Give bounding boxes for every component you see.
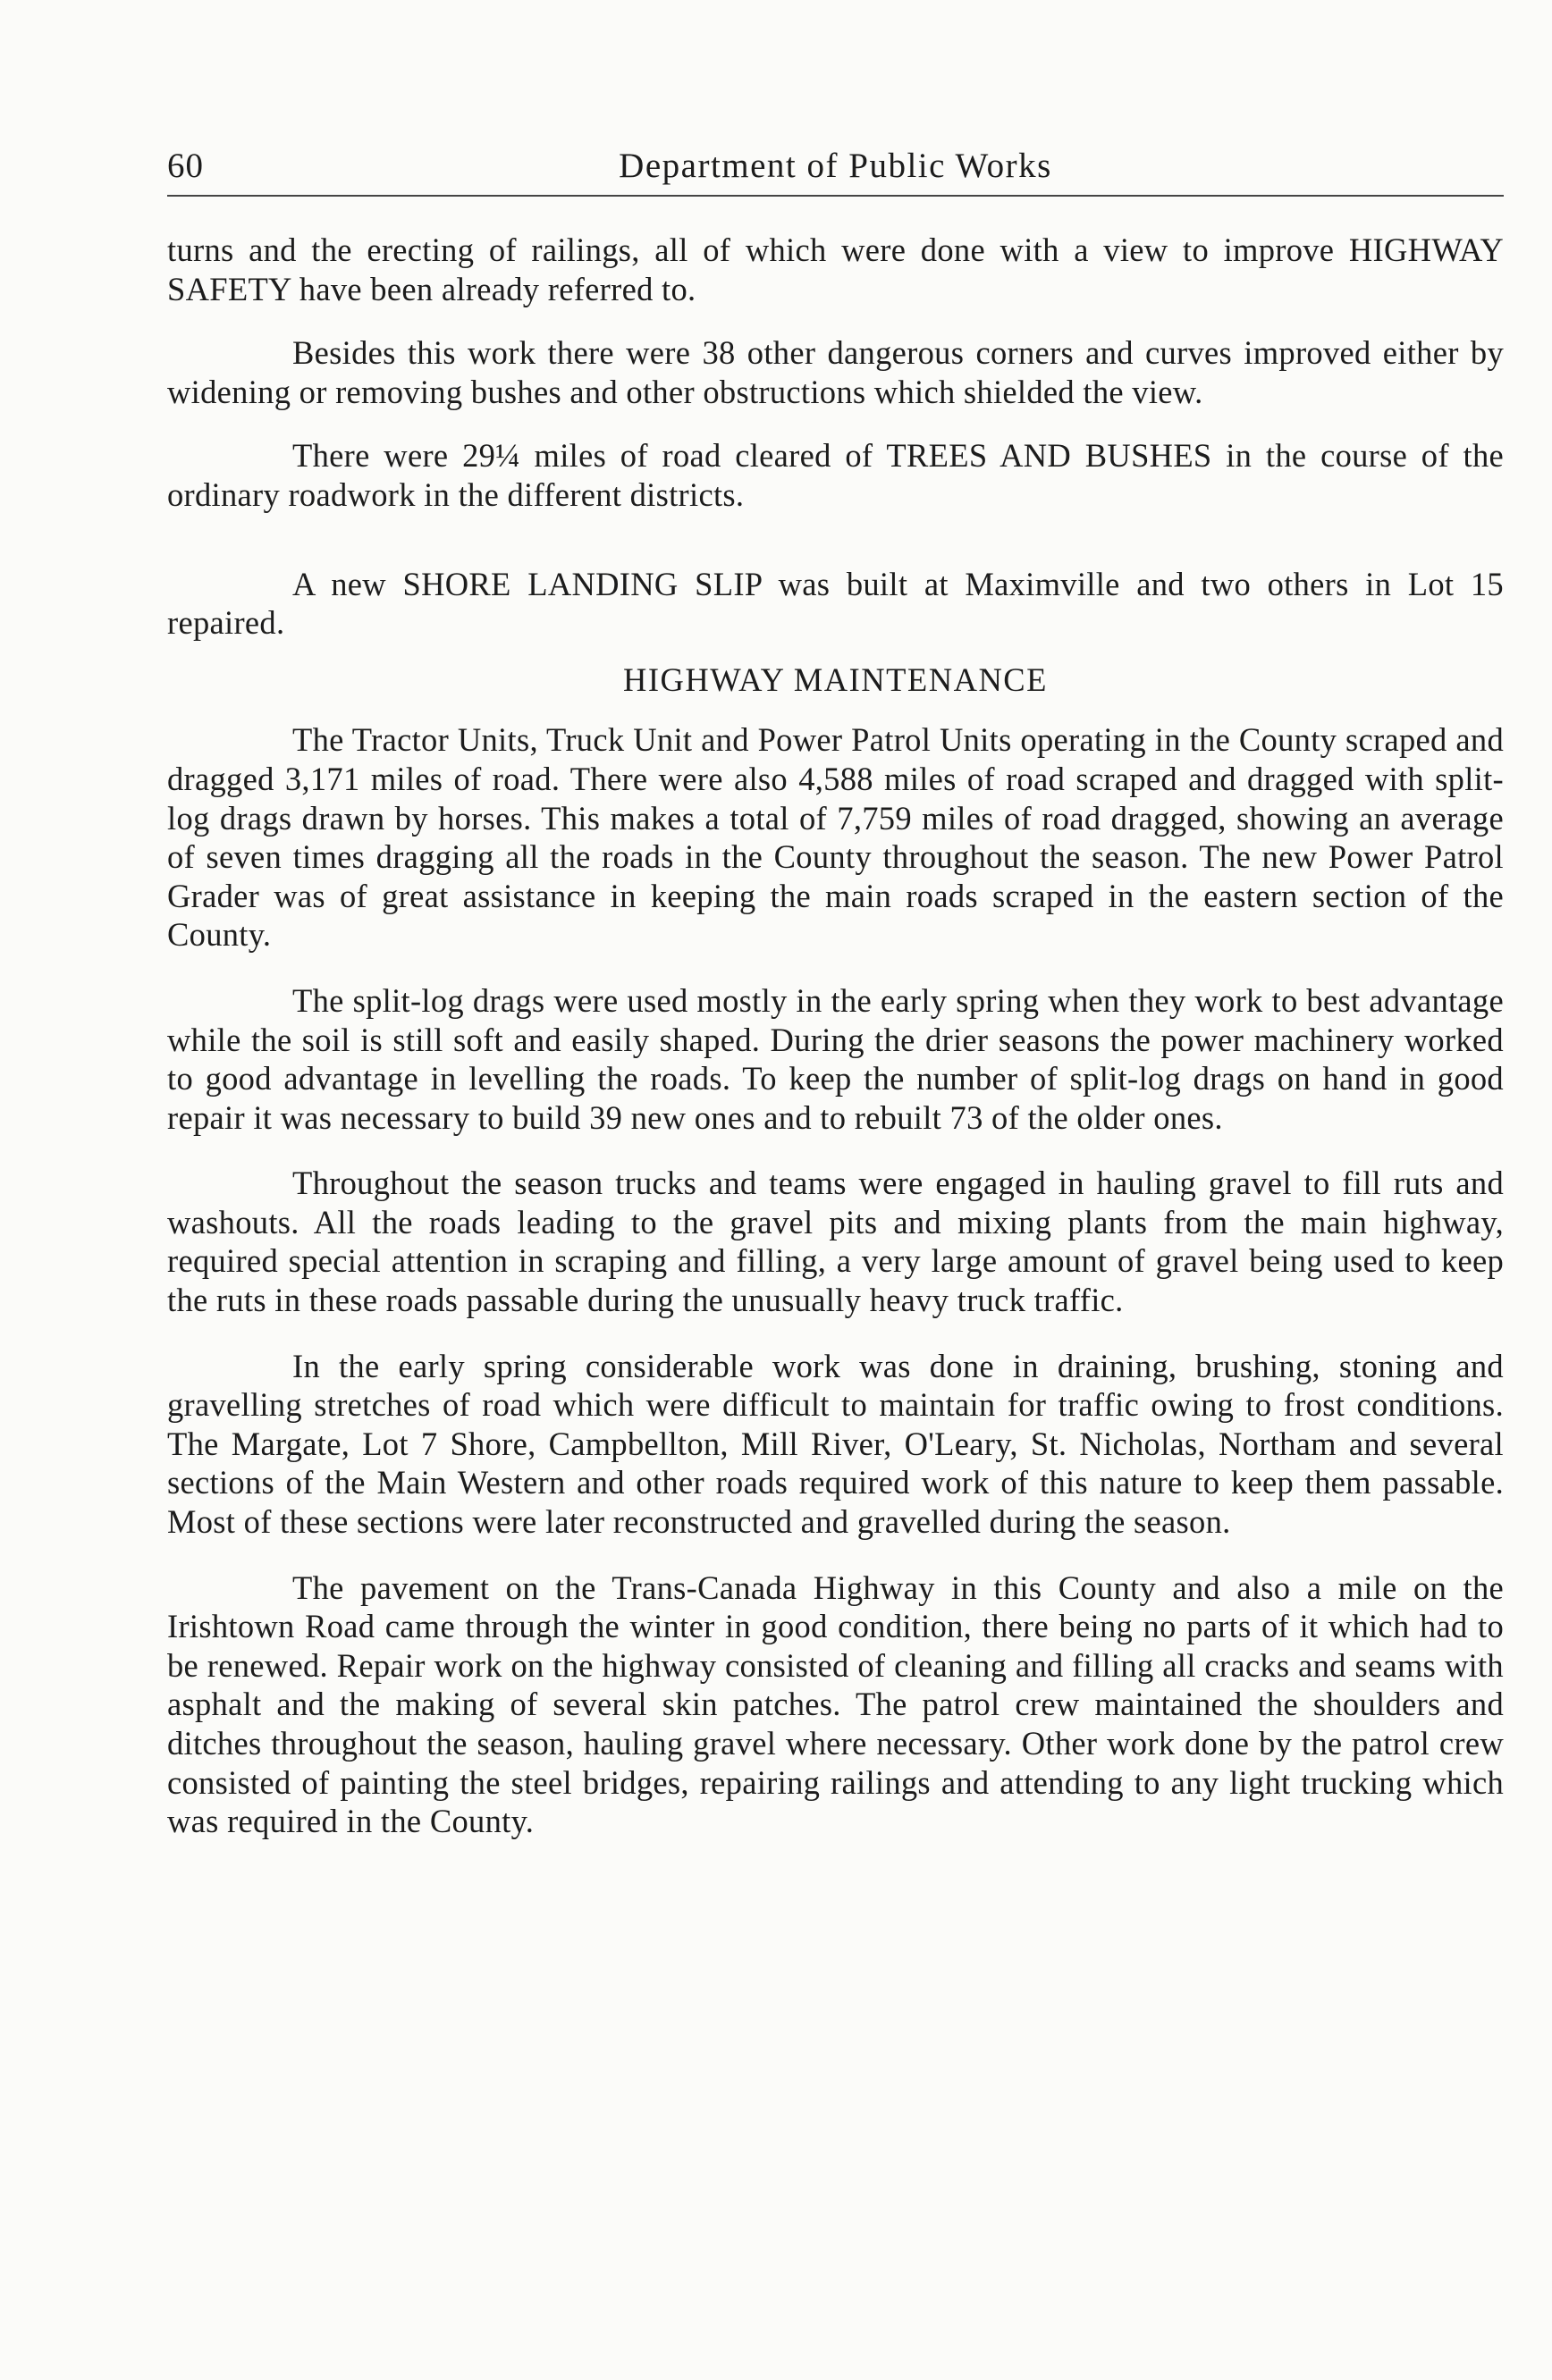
paragraph-dangerous-corners: Besides this work there were 38 other dangerous corners and curves improved either by widening or removing bushes and other obstructions which shielded the view. bbox=[167, 334, 1504, 410]
paragraph-gravel-hauling: Throughout the season trucks and teams were engaged in hauling gravel to fill ruts and washouts. All the roads leading to the gravel pits and mixing plants from the main highway, required special attention in scraping and filling, a very large amount of gravel being used to keep the ruts in these roads passable during the unusually heavy truck traffic. bbox=[167, 1165, 1504, 1319]
header-title: Department of Public Works bbox=[619, 147, 1052, 185]
paragraph-tractor-units: The Tractor Units, Truck Unit and Power Patrol Units operating in the County scraped and dragged 3,171 miles of road. There were also 4,588 miles of road scraped and dragged with split-log drags drawn by horses. This makes a total of 7,759 miles of road dragged, showing an average of seven times dragging all the roads in the County throughout the season. The new Power Patrol Grader was of great assistance in keeping the main roads scraped in the eastern section of the County. bbox=[167, 721, 1504, 954]
paragraph-trees-and-bushes: There were 29¼ miles of road cleared of TREES AND BUSHES in the course of the ordinary roadwork in the different districts. bbox=[167, 437, 1504, 513]
paragraph-pavement: The pavement on the Trans-Canada Highway in this County and also a mile on the Irishtown Road came through the winter in good condition, there being no parts of it which had to be renewed. Repair work on the highway consisted of cleaning and filling all cracks and seams with asphalt and the making of several skin patches. The patrol crew maintained the shoulders and ditches throughout the season, hauling gravel where necessary. Other work done by the patrol crew consisted of painting the steel bridges, repairing railings and attending to any light trucking which was required in the County. bbox=[167, 1568, 1504, 1840]
body-text bbox=[167, 231, 1504, 1841]
section-heading: HIGHWAY MAINTENANCE bbox=[623, 660, 1048, 698]
paragraph-continuation: turns and the erecting of railings, all of which were done with a view to improve HIGHWAY SAFETY have been already referred to. bbox=[167, 231, 1504, 307]
page-number: 60 bbox=[167, 147, 204, 185]
paragraph-shore-landing-slip: A new SHORE LANDING SLIP was built at Maximville and two others in Lot 15 repaired. bbox=[167, 565, 1504, 642]
running-header bbox=[167, 139, 1504, 192]
paragraph-early-spring-work: In the early spring considerable work was done in draining, brushing, stoning and gravelling stretches of road which were difficult to maintain for traffic owing to frost conditions. The Margate, Lot 7 Shore, Campbellton, Mill River, O'Leary, St. Nicholas, Northam and several sections of the Main Western and other roads required work of this nature to keep them passable. Most of these sections were later reconstructed and gravelled during the season. bbox=[167, 1347, 1504, 1541]
header-rule bbox=[167, 195, 1504, 197]
paragraph-split-log-drags: The split-log drags were used mostly in the early spring when they work to best advantage while the soil is still soft and easily shaped. During the drier seasons the power machinery worked to good advantage in levelling the roads. To keep the number of split-log drags on hand in good repair it was necessary to build 39 new ones and to rebuilt 73 of the older ones. bbox=[167, 981, 1504, 1136]
